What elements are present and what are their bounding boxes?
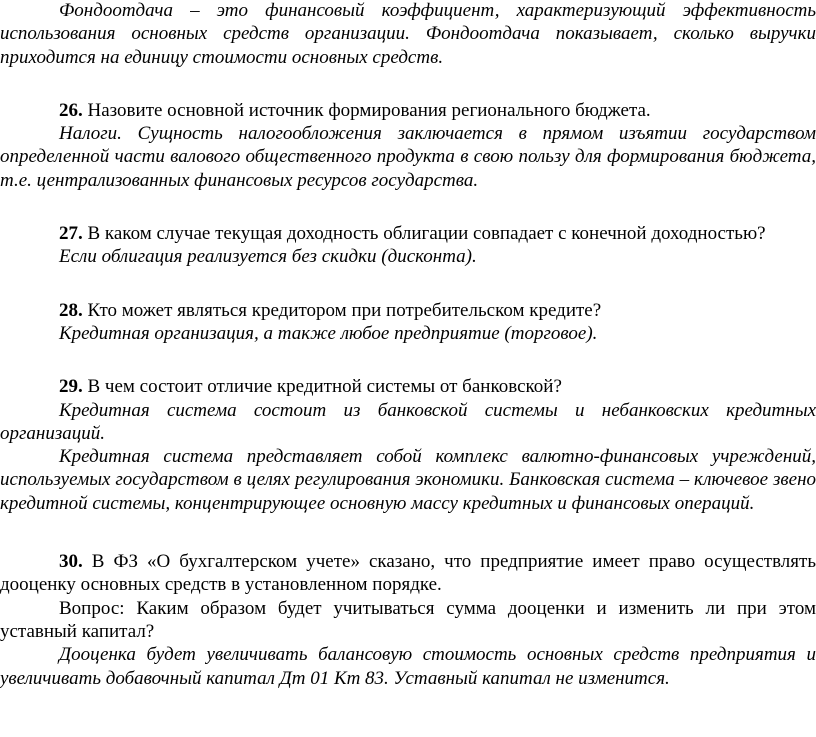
question-number: 29. bbox=[59, 376, 83, 398]
question-number: 26. bbox=[59, 99, 83, 121]
question-number: 30. bbox=[59, 551, 83, 573]
question-30 bbox=[0, 550, 816, 597]
question-number: 28. bbox=[59, 299, 83, 321]
question-29 bbox=[0, 375, 816, 398]
spacer bbox=[0, 192, 816, 215]
question-text: В ФЗ «О бухгалтерском учете» сказано, что предприятие имеет право осуществлять дооценку основных средств в установленном порядке. bbox=[0, 551, 816, 596]
answer-30: Дооценка будет увеличивать балансовую стоимость основных средств предприятия и увеличивать добавочный капитал Дт 01 Кт 83. Уставный капитал не изменится. bbox=[0, 644, 816, 689]
question-number: 27. bbox=[59, 223, 83, 245]
question-text: Назовите основной источник формирования регионального бюджета. bbox=[87, 99, 651, 121]
spacer bbox=[0, 69, 816, 92]
question-26 bbox=[0, 99, 816, 122]
question-text: В каком случае текущая доходность облигации совпадает с конечной доходностью? bbox=[87, 223, 766, 245]
answer-29-part-1: Кредитная система состоит из банковской системы и небанковских кредитных организаций. bbox=[0, 399, 816, 444]
question-text: В чем состоит отличие кредитной системы от банковской? bbox=[87, 376, 562, 398]
spacer bbox=[0, 515, 816, 538]
answer-27: Если облигация реализуется без скидки (дисконта). bbox=[59, 246, 477, 268]
question-text: Кто может являться кредитором при потребительском кредите? bbox=[87, 299, 602, 321]
sub-question-30: Вопрос: Каким образом будет учитываться сумма дооценки и изменить ли при этом уставный капитал? bbox=[0, 597, 816, 642]
spacer bbox=[0, 269, 816, 292]
spacer bbox=[0, 345, 816, 368]
answer-29-part-2: Кредитная система представляет собой комплекс валютно-финансовых учреждений, используемых государством в целях регулирования экономики. Банковская система – ключевое звено кредитной системы, концентрирующее основную массу кредитных и финансовых операций. bbox=[0, 446, 816, 514]
question-28 bbox=[0, 299, 816, 322]
answer-28: Кредитная организация, а также любое предприятие (торговое). bbox=[59, 322, 598, 344]
answer-26: Налоги. Сущность налогообложения заключается в прямом изъятии государством определенной части валового общественного продукта в свою пользу для формирования бюджета, т.е. централизованных финансовых ресурсов государства. bbox=[0, 123, 816, 191]
question-27 bbox=[0, 222, 816, 245]
intro-paragraph: Фондоотдача – это финансовый коэффициент, характеризующий эффективность использования основных средств организации. Фондоотдача показывает, сколько выручки приходится на единицу стоимости основных средств. bbox=[0, 0, 816, 68]
